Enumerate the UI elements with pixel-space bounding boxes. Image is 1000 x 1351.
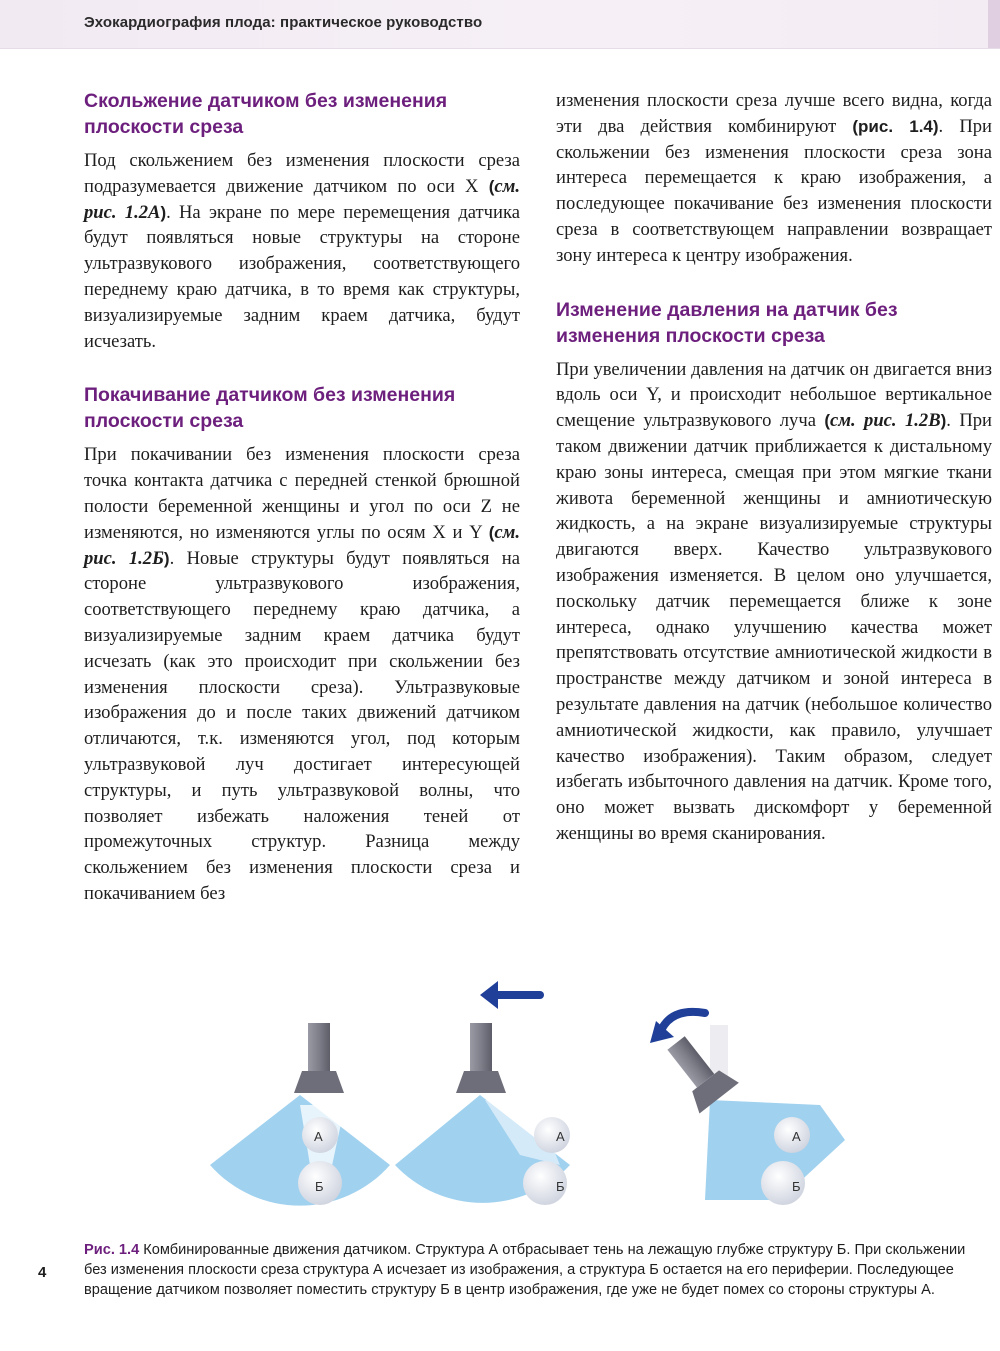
left-column xyxy=(84,88,520,907)
probe-handle xyxy=(308,1023,330,1071)
figure-1-4 xyxy=(180,955,880,1215)
figure-caption-text: Комбинированные движения датчиком. Структура А отбрасывает тень на лежащую глубже структуру Б. При скольжении без изменения плоскости среза структура А исчезает из изображения, а структура Б остается на его периферии. Последующее вращение датчиком позволяет поместить структуру Б в центр изображения, где уже не будет помех со стороны структуры А. xyxy=(84,1242,966,1298)
figure-reference-text: см. рис. 1.2В xyxy=(830,410,941,432)
running-header-title: Эхокардиография плода: практическое руководство xyxy=(84,14,483,31)
probe-head xyxy=(294,1071,344,1093)
paragraph-rocking xyxy=(84,442,520,906)
figure-reference-text: см. рис. 1.2А xyxy=(84,175,520,223)
structure-b-label: Б xyxy=(792,1179,801,1194)
panel-rocking xyxy=(650,1012,845,1205)
paragraph-sliding xyxy=(84,148,520,354)
panel-initial xyxy=(210,1023,390,1206)
section-heading-sliding: Скольжение датчиком без изменения плоскости среза xyxy=(84,90,448,138)
page-number: 4 xyxy=(38,1264,47,1281)
figure-caption-label: Рис. 1.4 xyxy=(84,1242,140,1258)
figure-reference[interactable]: (см. рис. 1.2Б) xyxy=(84,521,520,569)
figure-illustration xyxy=(180,955,880,1215)
paragraph-text: . На экране по мере перемещения датчика будут появляться новые структуры на стороне ультразвукового изображения, соответствующего переднему краю датчика, в то время как структуры, визуализируемые задним краем датчика, будут исчезать. xyxy=(84,201,520,352)
structure-b-label: Б xyxy=(315,1179,324,1194)
panel-sliding xyxy=(395,981,570,1205)
figure-reference[interactable]: (см. рис. 1.2А) xyxy=(84,175,520,223)
figure-caption xyxy=(84,1240,992,1300)
paragraph-text: При увеличении давления на датчик он двигается вниз вдоль оси Y, и происходит небольшое вертикальное смещение ультразвукового луча xyxy=(556,358,992,432)
right-column xyxy=(556,88,992,847)
paragraph-text: При покачивании без изменения плоскости среза точка контакта датчика с передней стенкой брюшной полости беременной женщины и угол по оси Z не изменяются, но изменяются углы по осям X и Y xyxy=(84,444,520,543)
running-header xyxy=(0,0,1000,49)
figure-reference[interactable]: (см. рис. 1.2В) xyxy=(824,410,947,432)
paragraph-continuation xyxy=(556,88,992,269)
figure-reference-text: рис. 1.4 xyxy=(858,116,933,136)
paragraph-pressure xyxy=(556,357,992,847)
arrow-left-head-icon xyxy=(480,981,498,1009)
structure-a-label: А xyxy=(792,1129,801,1144)
paragraph-text: . При скольжении без изменения плоскости среза зона интереса перемещается к краю изображения, а последующее покачивание без изменения плоскости среза в соответствующем направлении возвращает зону интереса к центру изображения. xyxy=(556,115,992,266)
paragraph-text: . При таком движении датчик приближается к дистальному краю зоны интереса, смещая при этом мягкие ткани живота беременной женщины и амниотическую жидкость, а на экране визуализируемые структуры двигаются вверх. Качество ультразвукового изображения изменяется. В целом оно улучшается, поскольку датчик перемещается ближе к зоне интереса, однако улучшению качества может препятствовать отсутствие амниотической жидкости в пространстве между датчиком и зоной интереса в результате давления на датчик (небольшое количество амниотической жидкости, как правило, улучшает качество изображения). Таким образом, следует избегать избыточного давления на датчик. Кроме того, оно может вызвать дискомфорт у беременной женщины во время сканирования. xyxy=(556,410,992,844)
section-heading-rocking: Покачивание датчиком без изменения плоскости среза xyxy=(84,384,456,433)
paragraph-text: Под скольжением без изменения плоскости среза подразумевается движение датчиком по оси X xyxy=(84,150,520,197)
figure-reference-text: см. рис. 1.2Б xyxy=(84,521,520,569)
figure-reference[interactable]: (рис. 1.4) xyxy=(852,116,939,136)
section-heading-pressure: Изменение давления на датчик без изменения плоскости среза xyxy=(556,298,898,347)
probe-head xyxy=(456,1071,506,1093)
paragraph-text: изменения плоскости среза лучше всего видна, когда эти два действия комбинируют xyxy=(556,90,992,137)
curved-arrow-icon xyxy=(660,1012,705,1033)
header-tab-decoration xyxy=(988,0,1000,48)
paragraph-text: . Новые структуры будут появляться на стороне ультразвукового изображения, соответствующего переднему краю датчика, а визуализируемые задним краем датчика будут исчезать (как это происходит при скольжении без изменения плоскости среза). Ультразвуковые изображения до и после таких движений датчиком отличаются, т.к. изменяются угол, под которым ультразвуковой луч достигает интересующей структуры, и путь ультразвуковой волны, что позволяет избежать наложения теней от промежуточных структур. Разница между скольжением без изменения плоскости среза и покачиванием без xyxy=(84,547,520,904)
structure-a-label: А xyxy=(314,1129,323,1144)
structure-b-label: Б xyxy=(556,1179,565,1194)
probe-handle xyxy=(470,1023,492,1071)
structure-a-label: А xyxy=(556,1129,565,1144)
